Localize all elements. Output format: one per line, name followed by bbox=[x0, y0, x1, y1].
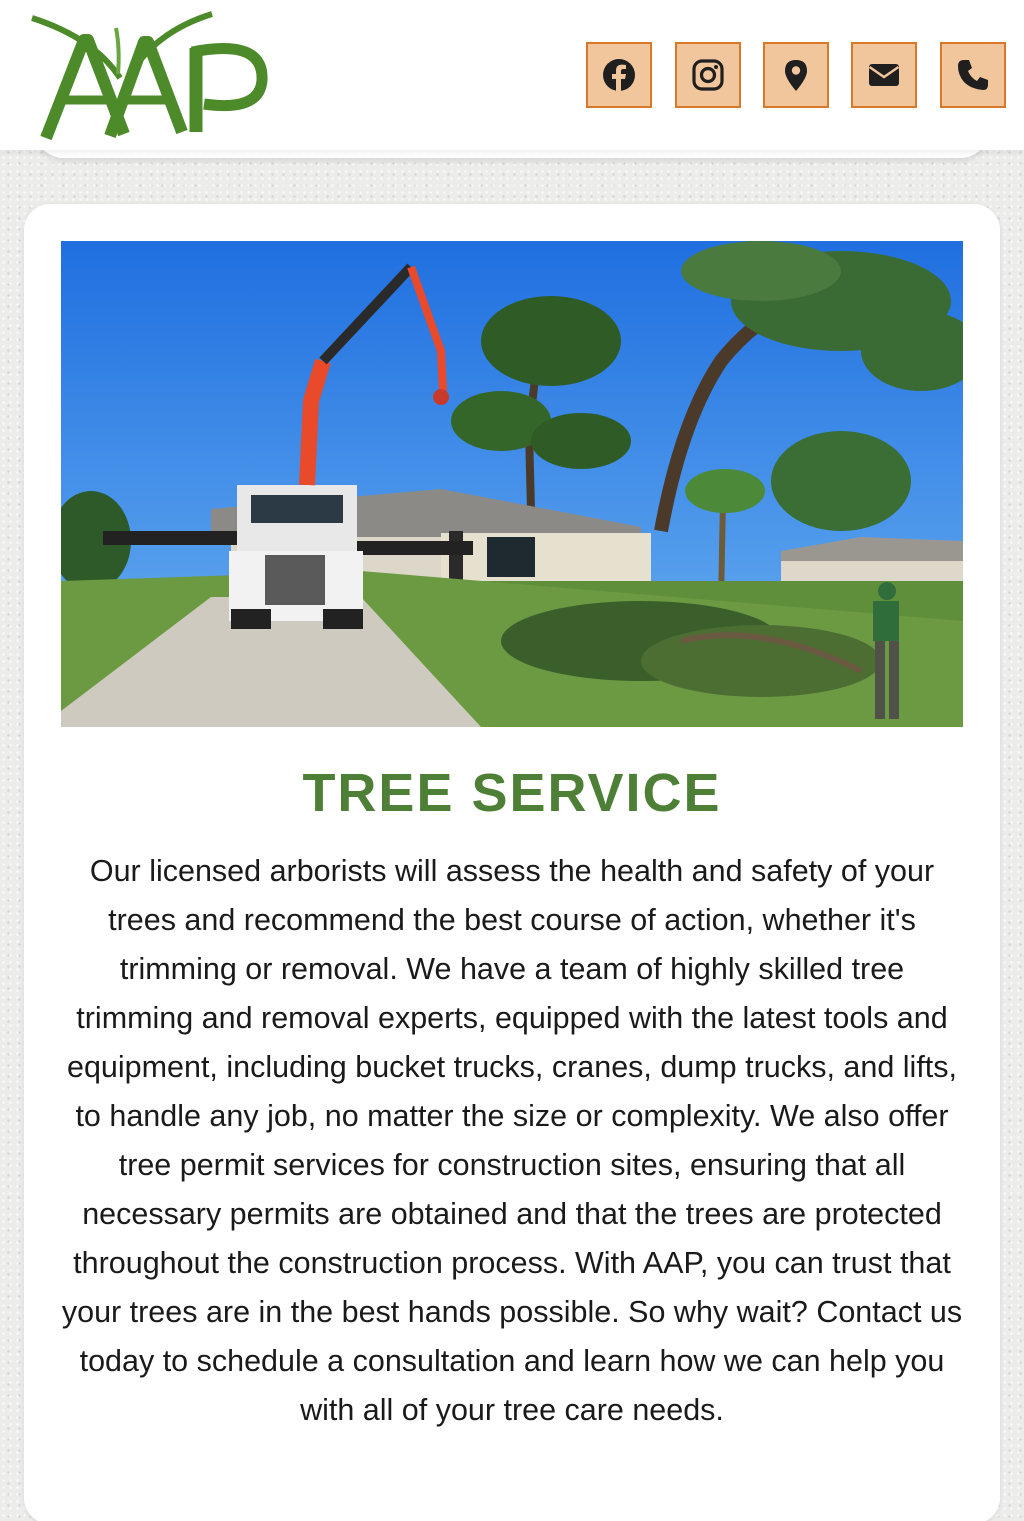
phone-icon bbox=[956, 58, 990, 92]
tree-service-card bbox=[24, 204, 1000, 1521]
map-pin-icon bbox=[779, 58, 813, 92]
aap-logo-icon bbox=[24, 8, 274, 144]
site-header bbox=[0, 0, 1024, 150]
tree-service-photo bbox=[61, 241, 963, 727]
phone-button[interactable] bbox=[940, 42, 1006, 108]
service-description: Our licensed arborists will assess the health and safety of your trees and recommend the best course of action, whether it's trimming or removal. We have a team of highly skilled tree trimming and removal experts, equipped with the latest tools and equipment, including bucket trucks, cranes, dump trucks, and lifts, to handle any job, no matter the size or complexity. We also offer tree permit services for construction sites, ensuring that all necessary permits are obtained and that the trees are protected throughout the construction process. With AAP, you can trust that your trees are in the best hands possible. So why wait? Contact us today to schedule a consultation and learn how we can help you with all of your tree care needs. bbox=[61, 854, 963, 1427]
facebook-icon bbox=[602, 58, 636, 92]
tree-service-photo-icon bbox=[61, 241, 963, 727]
email-button[interactable] bbox=[851, 42, 917, 108]
envelope-icon bbox=[867, 58, 901, 92]
instagram-button[interactable] bbox=[675, 42, 741, 108]
location-button[interactable] bbox=[763, 42, 829, 108]
aap-logo[interactable] bbox=[24, 8, 274, 144]
facebook-button[interactable] bbox=[586, 42, 652, 108]
service-title: TREE SERVICE bbox=[302, 763, 722, 823]
instagram-icon bbox=[691, 58, 725, 92]
